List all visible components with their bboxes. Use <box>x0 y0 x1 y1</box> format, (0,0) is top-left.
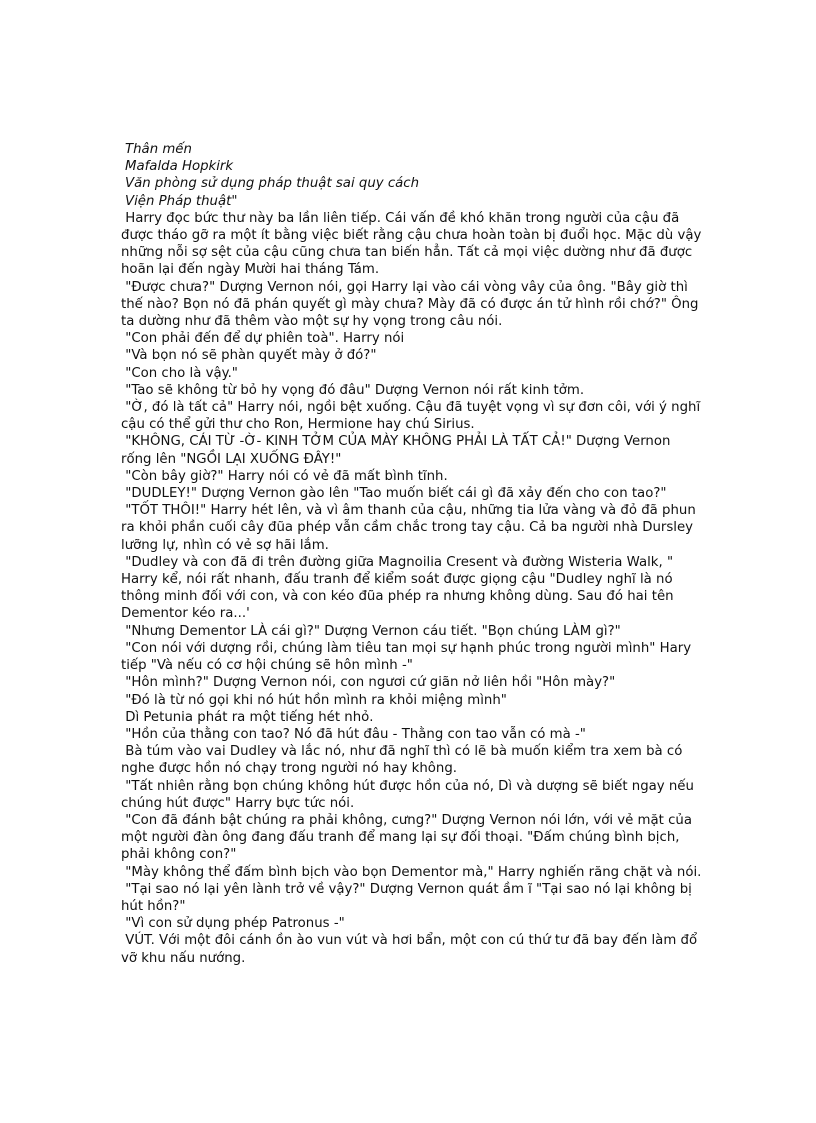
text-line: được tháo gỡ ra một ít bằng việc biết rằng cậu chưa hoàn toàn bị đuổi học. Mặc dù vậy <box>121 228 702 244</box>
text-line: Harry đọc bức thư này ba lần liên tiếp. Cái vấn đề khó khăn trong người của cậu đã <box>121 210 680 226</box>
text-line: "Và bọn nó sẽ phàn quyết mày ở đó?" <box>121 348 377 364</box>
text-line: lưỡng lự, nhìn có vẻ sợ hãi lắm. <box>121 537 329 553</box>
text-line: "Con nói với dượng rồi, chúng làm tiêu tan mọi sự hạnh phúc trong người mình" Hary <box>121 640 692 656</box>
text-line: cậu có thể gửi thư cho Ron, Hermione hay chú Sirius. <box>121 417 475 433</box>
text-line: "Con phải đến để dự phiên toà". Harry nói <box>121 331 405 347</box>
text-line: "Tất nhiên rằng bọn chúng không hút được hồn của nó, Dì và dượng sẽ biết ngay nếu <box>121 778 694 794</box>
text-line: ta dường như đã thêm vào một sự hy vọng trong câu nói. <box>121 314 503 330</box>
text-line: thế nào? Bọn nó đã phán quyết gì mày chưa? Mày đã có được án tử hình rồi chớ?" Ông <box>121 296 699 312</box>
text-line: nghe được hồn nó chạy trong người nó hay không. <box>121 761 458 777</box>
text-line: "Dudley và con đã đi trên đường giữa Magnoilia Cresent và đường Wisteria Walk, " <box>121 554 674 570</box>
text-line: "Con cho là vậy." <box>121 365 238 381</box>
text-line: một người đàn ông đang đấu tranh để mang lại sự đối thoại. "Đấm chúng bình bịch, <box>121 830 680 846</box>
text-line: vỡ khu nấu nướng. <box>121 950 246 966</box>
text-line: "Hồn của thằng con tao? Nó đã hút đâu - Thằng con tao vẫn có mà -" <box>121 726 586 742</box>
text-line: "Được chưa?" Dượng Vernon nói, gọi Harry lại vào cái vòng vây của ông. "Bây giờ thì <box>121 279 688 295</box>
text-line: "KHÔNG, CÁI TỪ -Ờ- KINH TỞM CỦA MÀY KHÔNG PHẢI LÀ TẤT CẢ!" Dượng Vernon <box>121 434 671 450</box>
text-line: "Đó là từ nó gọi khi nó hút hồn mình ra khỏi miệng mình" <box>121 692 507 708</box>
text-line: ra khỏi phần cuối cây đũa phép vẫn cầm chắc trong tay cậu. Cả ba người nhà Dursley <box>121 520 694 536</box>
text-line: tiếp "Và nếu có cơ hội chúng sẽ hôn mình -" <box>121 658 413 674</box>
text-line: "Ờ, đó là tất cả" Harry nói, ngồi bệt xuống. Cậu đã tuyệt vọng vì sự đơn côi, với ý nghĩ <box>121 400 701 416</box>
text-line: thông minh đối với con, và con kéo đũa phép ra nhưng không dùng. Sau đó hai tên <box>121 589 674 605</box>
signature-line: Viện Pháp thuật" <box>125 193 238 209</box>
text-line: phải không con?" <box>121 847 237 863</box>
text-line: "Tại sao nó lại yên lành trở về vậy?" Dượng Vernon quát ầm ĩ "Tại sao nó lại không bị <box>121 881 692 897</box>
text-line: chúng hút được" Harry bực tức nói. <box>121 795 355 811</box>
text-line: "Hôn mình?" Dượng Vernon nói, con ngươi cứ giãn nở liên hồi "Hôn mày?" <box>121 675 616 691</box>
letter-signature <box>121 141 696 210</box>
text-line: hoãn lại đến ngày Mười hai tháng Tám. <box>121 262 380 278</box>
signature-line: Thân mến <box>125 142 192 157</box>
signature-line: Mafalda Hopkirk <box>125 159 234 175</box>
document-text <box>121 141 702 967</box>
text-line: "Con đã đánh bật chúng ra phải không, cưng?" Dượng Vernon nói lớn, với vẻ mặt của <box>121 812 692 828</box>
text-line: Dementor kéo ra...' <box>121 606 250 622</box>
text-line: VÚT. Với một đôi cánh ồn ào vun vút và hơi bẩn, một con cú thứ tư đã bay đến làm đổ <box>121 933 698 949</box>
text-line: Harry kể, nói rất nhanh, đấu tranh để kiểm soát được giọng cậu "Dudley nghĩ là nó <box>121 572 673 588</box>
text-line: "Mày không thể đấm bình bịch vào bọn Dementor mà," Harry nghiến răng chặt và nói. <box>121 864 702 880</box>
text-line: Dì Petunia phát ra một tiếng hét nhỏ. <box>121 709 374 725</box>
text-line: "DUDLEY!" Dượng Vernon gào lên "Tao muốn biết cái gì đã xảy đến cho con tao?" <box>121 486 667 502</box>
text-line: rống lên "NGỒI LẠI XUỐNG ĐÂY!" <box>121 451 342 467</box>
text-line: hút hồn?" <box>121 898 186 914</box>
text-line: "TỐT THÔI!" Harry hét lên, và vì âm thanh của cậu, những tia lửa vàng và đỏ đã phun <box>121 503 696 519</box>
text-line: "Tao sẽ không từ bỏ hy vọng đó đâu" Dượng Vernon nói rất kinh tởm. <box>121 382 585 398</box>
text-line: Bà túm vào vai Dudley và lắc nó, như đã nghĩ thì có lẽ bà muốn kiểm tra xem bà có <box>121 744 683 760</box>
text-line: "Còn bây giờ?" Harry nói có vẻ đã mất bình tĩnh. <box>121 468 448 484</box>
story-body <box>121 210 702 967</box>
text-line: "Nhưng Dementor LÀ cái gì?" Dượng Vernon cáu tiết. "Bọn chúng LÀM gì?" <box>121 623 621 639</box>
text-line: những nỗi sợ sệt của cậu cũng chưa tan biến hẳn. Tất cả mọi việc dường như đã được <box>121 245 693 261</box>
signature-line: Văn phòng sử dụng pháp thuật sai quy cách <box>125 176 420 192</box>
text-line: "Vì con sử dụng phép Patronus -" <box>121 916 345 932</box>
